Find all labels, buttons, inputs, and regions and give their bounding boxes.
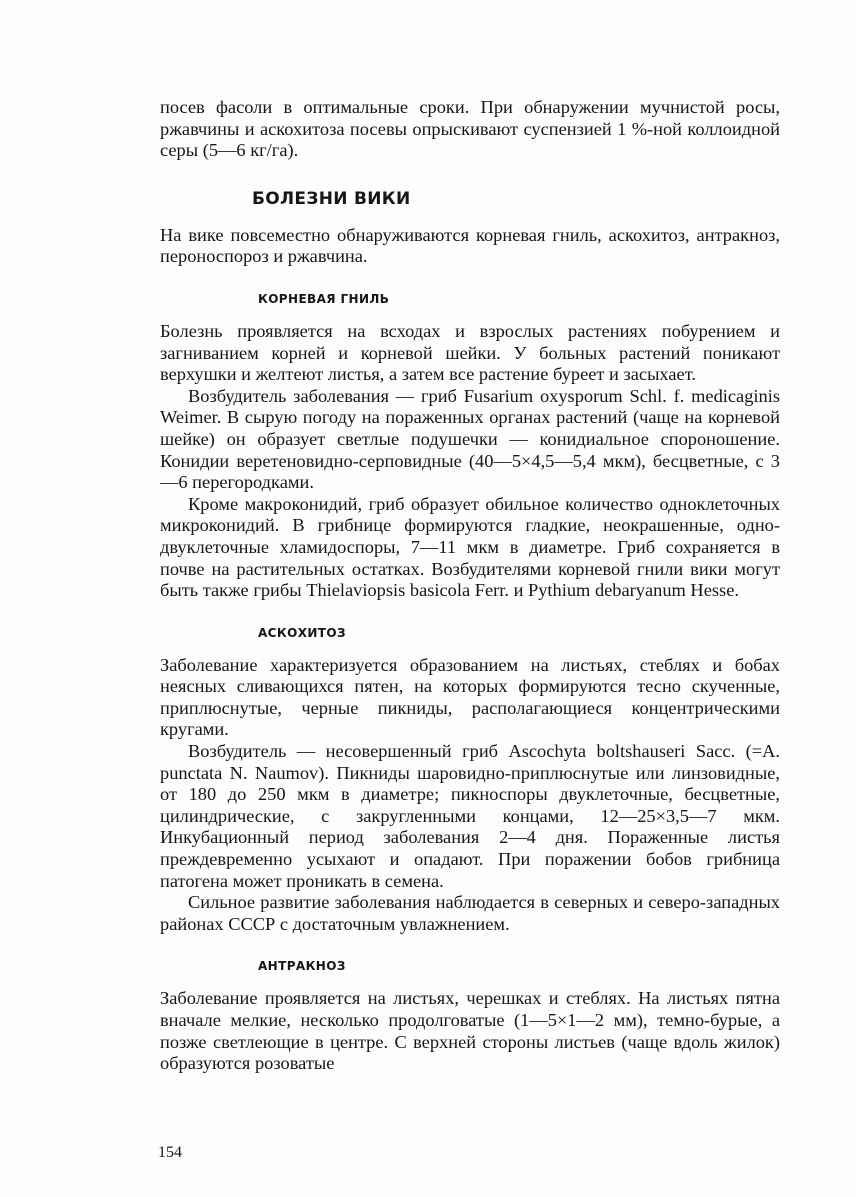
anthracnose-paragraph-1: Заболевание проявляется на листьях, черешках и стеблях. На листьях пятна вначале мелкие, несколько продолговатые (1—5×1—2 мм), темно-бурые, а позже светлеющие в центре. С верхней стороны листьев (чаще вдоль жилок) образуются розоватые <box>160 988 780 1074</box>
root-rot-paragraph-1: Болезнь проявляется на всходах и взрослых растениях побурением и загниванием корней и корневой шейки. У больных растений поникают верхушки и желтеют листья, а затем все растение буреет и засыхает. <box>160 320 780 385</box>
anthracnose-heading: АНТРАКНОЗ <box>258 959 346 974</box>
ascochyta-paragraph-2: Возбудитель — несовершенный гриб Ascochyta boltshauseri Sacc. (=A. punctata N. Naumov). Пикниды шаровидно-приплюснутые или линзовидные, от 180 до 250 мкм в диаметре; пикноспоры двуклеточные, бесцветные, цилиндрические, с закругленными концами, 12—25×3,5—7 мкм. Инкубационный период заболевания 2—4 дня. Пораженные листья преждевременно усыхают и опадают. При поражении бобов грибница патогена может проникать в семена. <box>160 741 780 891</box>
section-title: БОЛЕЗНИ ВИКИ <box>252 188 411 209</box>
root-rot-paragraph-2: Возбудитель заболевания — гриб Fusarium oxysporum Schl. f. medicaginis Weimer. В сырую погоду на пораженных органах растений (чаще на корневой шейке) он образует светлые подушечки — конидиальное спороношение. Конидии веретеновидно-серповидные (40—5×4,5—5,4 мкм), бесцветные, с 3—6 перегородками. <box>160 385 780 493</box>
root-rot-paragraph-3: Кроме макроконидий, гриб образует обильное количество одноклеточных микроконидий. В грибнице формируются гладкие, неокрашенные, одно-двуклеточные хламидоспоры, 7—11 мкм в диаметре. Гриб сохраняется в почве на растительных остатках. Возбудителями корневой гнили вики могут быть также грибы Thielaviopsis basicola Ferr. и Pythium debaryanum Hesse. <box>160 493 780 601</box>
root-rot-heading: КОРНЕВАЯ ГНИЛЬ <box>258 291 390 306</box>
intro-paragraph: посев фасоли в оптимальные сроки. При обнаружении мучнистой росы, ржавчины и аскохитоза посевы опрыскивают суспензией 1 %-ной коллоидной серы (5—6 кг/га). <box>160 97 780 161</box>
ascochyta-paragraph-3: Сильное развитие заболевания наблюдается в северных и северо-западных районах СССР с достаточным увлажнением. <box>160 892 780 934</box>
ascochyta-heading: АСКОХИТОЗ <box>258 625 346 640</box>
page-body <box>160 97 780 1075</box>
section-intro-paragraph: На вике повсеместно обнаруживаются корневая гниль, аскохитоз, антракноз, пероноспороз и ржавчина. <box>160 224 780 267</box>
page-number: 154 <box>158 1144 182 1161</box>
ascochyta-paragraph-1: Заболевание характеризуется образованием на листьях, стеблях и бобах неясных сливающихся пятен, на которых формируются тесно скученные, приплюснутые, черные пикниды, располагающиеся концентрическими кругами. <box>160 654 780 740</box>
